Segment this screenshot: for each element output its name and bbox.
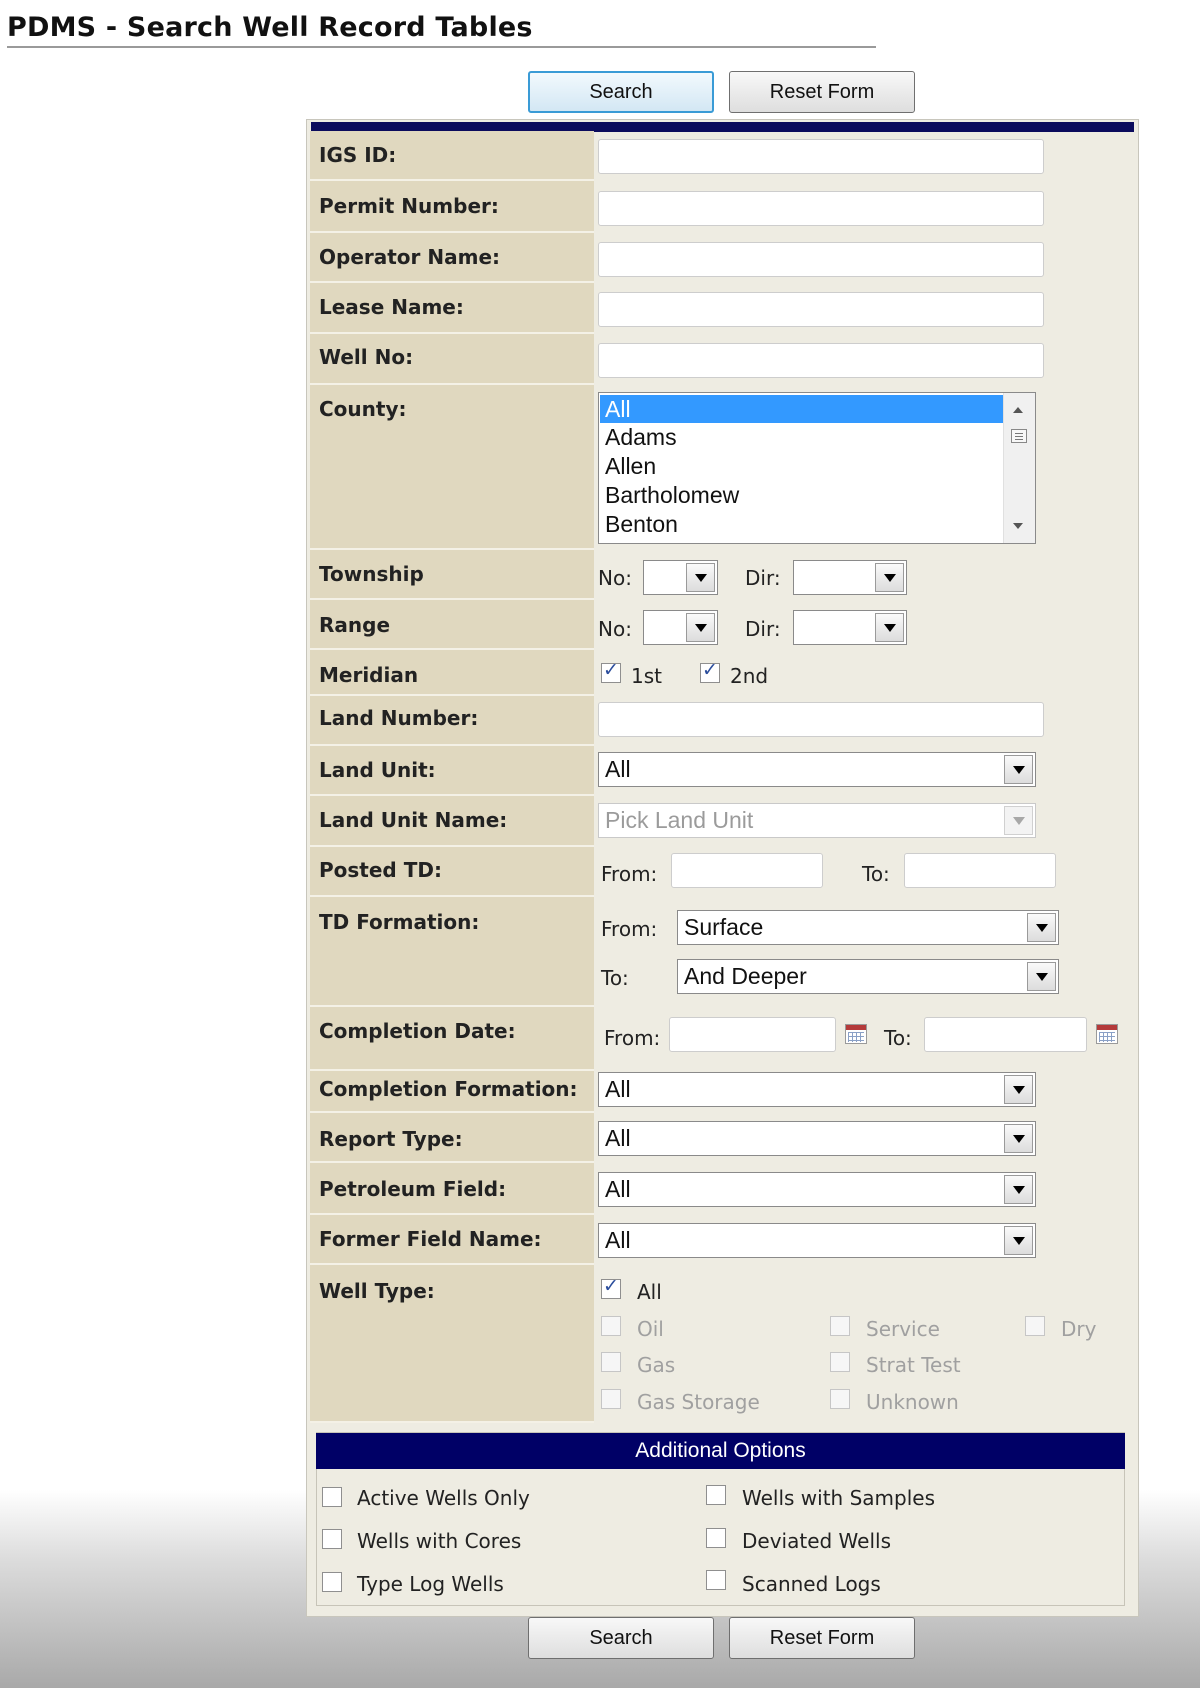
scanned-logs-checkbox[interactable] [706, 1570, 726, 1590]
meridian-1st-label: 1st [631, 664, 662, 688]
range-dir-select[interactable] [793, 610, 907, 645]
township-no-select[interactable] [643, 560, 718, 595]
td-formation-label: TD Formation: [319, 910, 480, 934]
county-scrollbar[interactable] [1003, 393, 1035, 543]
completion-date-label: Completion Date: [319, 1019, 516, 1043]
township-no-label: No: [598, 566, 632, 590]
county-option-bartholomew[interactable]: Bartholomew [605, 482, 740, 508]
petroleum-field-select[interactable] [598, 1172, 1036, 1207]
well-type-dry-label: Dry [1061, 1317, 1097, 1341]
chevron-down-icon[interactable] [1004, 1124, 1033, 1153]
well-type-service-checkbox[interactable] [830, 1316, 850, 1336]
operator-name-label: Operator Name: [319, 245, 501, 269]
well-type-oil-checkbox[interactable] [601, 1316, 621, 1336]
chevron-down-icon[interactable] [875, 613, 904, 642]
scroll-thumb-grip-icon[interactable] [1011, 429, 1027, 443]
posted-td-to-label: To: [862, 862, 890, 886]
operator-name-input[interactable] [598, 242, 1044, 277]
chevron-down-icon[interactable] [1004, 755, 1033, 784]
scanned-logs-label: Scanned Logs [742, 1572, 881, 1596]
posted-td-from-label: From: [601, 862, 658, 886]
permit-number-label: Permit Number: [319, 194, 499, 218]
wells-with-samples-checkbox[interactable] [706, 1485, 726, 1505]
former-field-name-label: Former Field Name: [319, 1227, 542, 1251]
completion-date-from-input[interactable] [669, 1017, 836, 1052]
chevron-down-icon[interactable] [1027, 913, 1056, 942]
wells-with-cores-checkbox[interactable] [322, 1529, 342, 1549]
well-type-oil-label: Oil [637, 1317, 664, 1341]
completion-formation-label: Completion Formation: [319, 1077, 578, 1101]
meridian-2nd-label: 2nd [730, 664, 769, 688]
igs-id-label: IGS ID: [319, 143, 397, 167]
land-number-label: Land Number: [319, 706, 479, 730]
chevron-down-icon[interactable] [686, 563, 715, 592]
well-type-gas-storage-label: Gas Storage [637, 1390, 760, 1414]
township-dir-select[interactable] [793, 560, 907, 595]
land-unit-label: Land Unit: [319, 758, 436, 782]
td-formation-from-label: From: [601, 917, 658, 941]
deviated-wells-checkbox[interactable] [706, 1528, 726, 1548]
td-formation-to-value: And Deeper [684, 963, 807, 989]
well-type-gas-checkbox[interactable] [601, 1352, 621, 1372]
well-type-dry-checkbox[interactable] [1025, 1316, 1045, 1336]
chevron-down-icon[interactable] [1004, 1075, 1033, 1104]
page-title: PDMS - Search Well Record Tables [7, 12, 533, 43]
well-type-strat-test-label: Strat Test [866, 1353, 961, 1377]
county-option-all[interactable]: All [600, 395, 1004, 423]
lease-name-label: Lease Name: [319, 295, 464, 319]
calendar-icon[interactable] [1096, 1024, 1118, 1044]
igs-id-input[interactable] [598, 139, 1044, 174]
reset-form-button-top[interactable]: Reset Form [729, 71, 915, 113]
chevron-down-icon[interactable] [686, 613, 715, 642]
deviated-wells-label: Deviated Wells [742, 1529, 891, 1553]
posted-td-label: Posted TD: [319, 858, 442, 882]
type-log-wells-checkbox[interactable] [322, 1572, 342, 1592]
permit-number-input[interactable] [598, 191, 1044, 226]
well-type-gas-label: Gas [637, 1353, 676, 1377]
meridian-2nd-checkbox[interactable] [700, 663, 720, 683]
completion-date-to-label: To: [884, 1026, 912, 1050]
td-formation-from-select[interactable] [677, 910, 1059, 945]
well-type-label: Well Type: [319, 1279, 435, 1303]
land-unit-select[interactable] [598, 752, 1036, 787]
land-unit-name-select [598, 803, 1036, 838]
chevron-down-icon[interactable] [1004, 1226, 1033, 1255]
county-option-adams[interactable]: Adams [605, 424, 677, 450]
range-no-label: No: [598, 617, 632, 641]
td-formation-from-value: Surface [684, 914, 764, 940]
well-type-all-label: All [637, 1280, 662, 1304]
county-option-benton[interactable]: Benton [605, 511, 678, 537]
meridian-1st-checkbox[interactable] [601, 663, 621, 683]
petroleum-field-label: Petroleum Field: [319, 1177, 507, 1201]
well-no-label: Well No: [319, 345, 414, 369]
search-button-bottom[interactable]: Search [528, 1617, 714, 1659]
completion-date-to-input[interactable] [924, 1017, 1087, 1052]
completion-formation-value: All [605, 1076, 631, 1102]
well-type-service-label: Service [866, 1317, 940, 1341]
additional-options-header: Additional Options [316, 1433, 1125, 1469]
county-label: County: [319, 397, 407, 421]
type-log-wells-label: Type Log Wells [357, 1572, 504, 1596]
completion-formation-select[interactable] [598, 1072, 1036, 1107]
td-formation-to-select[interactable] [677, 959, 1059, 994]
well-type-all-checkbox[interactable] [601, 1279, 621, 1299]
county-listbox[interactable] [598, 392, 1036, 544]
well-no-input[interactable] [598, 343, 1044, 378]
former-field-name-value: All [605, 1227, 631, 1253]
range-no-select[interactable] [643, 610, 718, 645]
land-number-input[interactable] [598, 702, 1044, 737]
completion-date-from-label: From: [604, 1026, 661, 1050]
range-label: Range [319, 613, 391, 637]
active-wells-only-label: Active Wells Only [357, 1486, 530, 1510]
well-type-strat-test-checkbox[interactable] [830, 1352, 850, 1372]
active-wells-only-checkbox[interactable] [322, 1487, 342, 1507]
well-type-unknown-label: Unknown [866, 1390, 959, 1414]
wells-with-samples-label: Wells with Samples [742, 1486, 935, 1510]
meridian-label: Meridian [319, 663, 419, 687]
scroll-up-arrow-icon[interactable] [1013, 407, 1023, 413]
td-formation-to-label: To: [601, 966, 629, 990]
land-unit-name-label: Land Unit Name: [319, 808, 508, 832]
township-dir-label: Dir: [745, 566, 781, 590]
wells-with-cores-label: Wells with Cores [357, 1529, 522, 1553]
title-divider [7, 46, 876, 48]
scroll-down-arrow-icon[interactable] [1013, 523, 1023, 529]
calendar-icon[interactable] [845, 1024, 867, 1044]
posted-td-from-input[interactable] [671, 853, 823, 888]
search-button-top[interactable]: Search [528, 71, 714, 113]
former-field-name-select[interactable] [598, 1223, 1036, 1258]
chevron-down-icon[interactable] [875, 563, 904, 592]
chevron-down-icon[interactable] [1027, 962, 1056, 991]
report-type-label: Report Type: [319, 1127, 463, 1151]
county-option-allen[interactable]: Allen [605, 453, 657, 479]
land-unit-name-value: Pick Land Unit [605, 807, 754, 833]
report-type-select[interactable] [598, 1121, 1036, 1156]
well-type-gas-storage-checkbox[interactable] [601, 1389, 621, 1409]
petroleum-field-value: All [605, 1176, 631, 1202]
land-unit-value: All [605, 756, 631, 782]
township-label: Township [319, 562, 424, 586]
lease-name-input[interactable] [598, 292, 1044, 327]
range-dir-label: Dir: [745, 617, 781, 641]
report-type-value: All [605, 1125, 631, 1151]
chevron-down-icon [1004, 806, 1033, 835]
posted-td-to-input[interactable] [904, 853, 1056, 888]
reset-form-button-bottom[interactable]: Reset Form [729, 1617, 915, 1659]
well-type-unknown-checkbox[interactable] [830, 1389, 850, 1409]
chevron-down-icon[interactable] [1004, 1175, 1033, 1204]
